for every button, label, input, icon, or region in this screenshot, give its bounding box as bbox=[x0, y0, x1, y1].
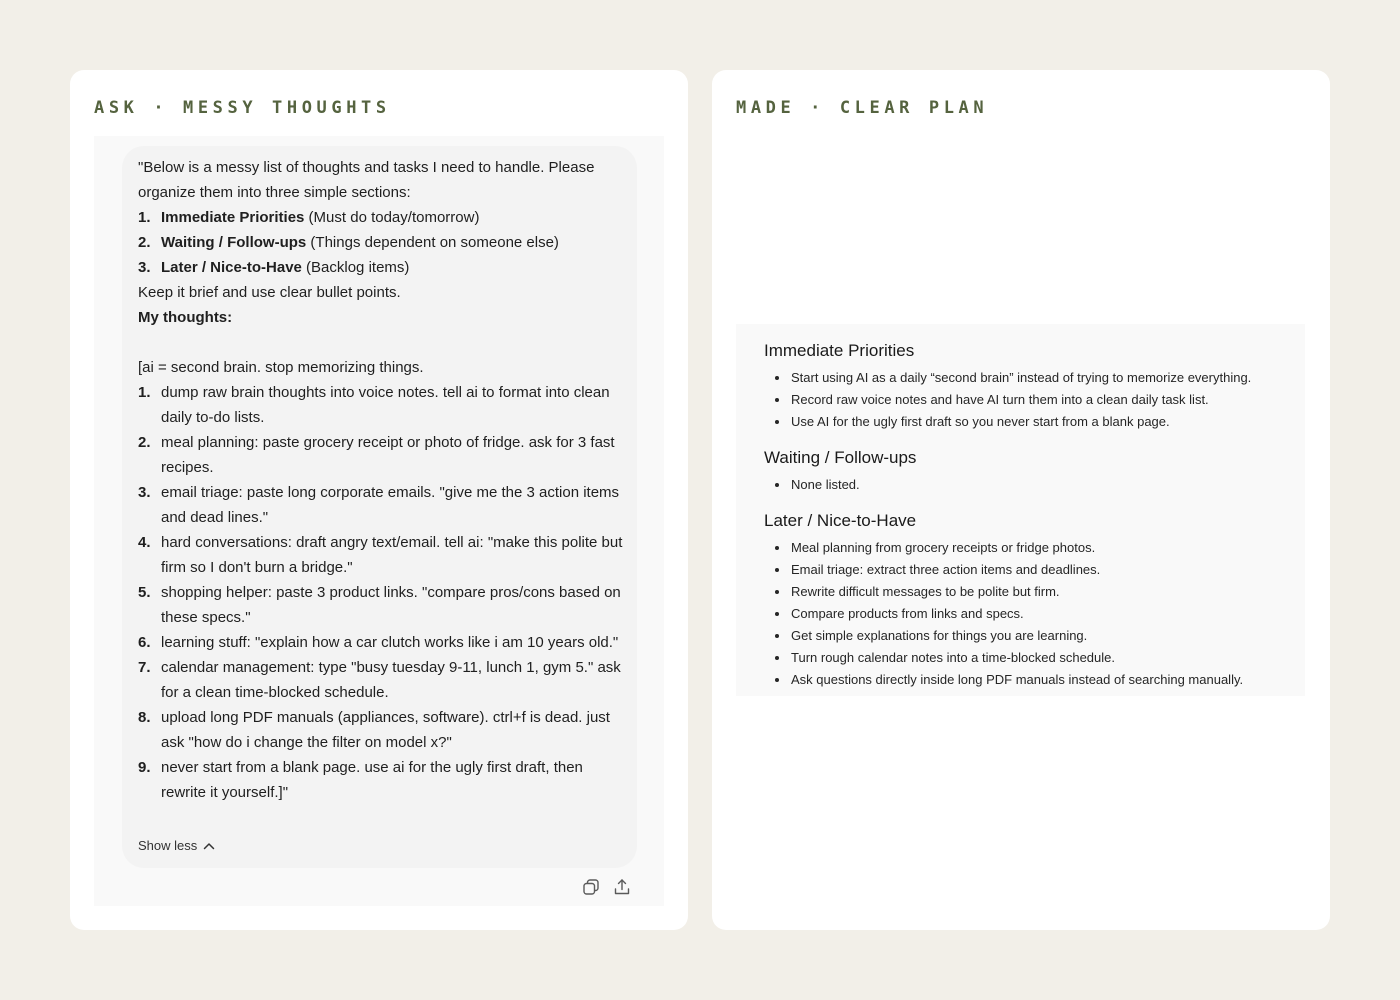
section-request-list bbox=[138, 205, 630, 280]
bullet-item: Get simple explanations for things you are learning. bbox=[764, 625, 1294, 647]
chevron-up-icon bbox=[203, 842, 215, 850]
list-item: 3. Later / Nice-to-Have (Backlog items) bbox=[138, 259, 410, 276]
bullet-item: Start using AI as a daily “second brain” instead of trying to memorize everything. bbox=[764, 367, 1294, 389]
list-item: 7. calendar management: type "busy tuesday 9-11, lunch 1, gym 5." ask for a clean time-blocked schedule. bbox=[138, 659, 621, 701]
share-icon[interactable] bbox=[613, 878, 631, 896]
bullet-item: Use AI for the ugly first draft so you never start from a blank page. bbox=[764, 411, 1294, 433]
clear-plan bbox=[764, 340, 1294, 705]
list-item: 9. never start from a blank page. use ai for the ugly first draft, then rewrite it yourself.]" bbox=[138, 759, 583, 801]
ask-heading: ASK · MESSY THOUGHTS bbox=[94, 98, 391, 118]
user-message-text bbox=[138, 155, 630, 805]
show-less-label: Show less bbox=[138, 838, 198, 853]
plan-section-later bbox=[764, 510, 1294, 691]
bullet-item: Meal planning from grocery receipts or fridge photos. bbox=[764, 537, 1294, 559]
list-item: 4. hard conversations: draft angry text/email. tell ai: "make this polite but firm so I don't burn a bridge." bbox=[138, 534, 623, 576]
bullet-list bbox=[764, 474, 1294, 496]
plan-section-waiting bbox=[764, 447, 1294, 496]
list-item: 3. email triage: paste long corporate emails. "give me the 3 action items and dead lines." bbox=[138, 484, 620, 526]
show-less-button[interactable] bbox=[138, 838, 215, 853]
list-item: 8. upload long PDF manuals (appliances, software). ctrl+f is dead. just ask "how do i change the filter on model x?" bbox=[138, 709, 610, 751]
copy-icon[interactable] bbox=[582, 878, 600, 896]
my-thoughts-label: My thoughts: bbox=[138, 309, 233, 326]
list-item: 1. dump raw brain thoughts into voice notes. tell ai to format into clean daily to-do lists. bbox=[138, 384, 610, 426]
list-item: 1. Immediate Priorities (Must do today/tomorrow) bbox=[138, 209, 480, 226]
bullet-item: Record raw voice notes and have AI turn them into a clean daily task list. bbox=[764, 389, 1294, 411]
keep-brief-text: Keep it brief and use clear bullet points. bbox=[138, 284, 401, 301]
list-item: 2. Waiting / Follow-ups (Things dependent on someone else) bbox=[138, 234, 559, 251]
bullet-item: None listed. bbox=[764, 474, 1294, 496]
section-title: Later / Nice-to-Have bbox=[764, 511, 917, 530]
list-item: 6. learning stuff: "explain how a car clutch works like i am 10 years old." bbox=[138, 634, 619, 651]
made-heading: MADE · CLEAR PLAN bbox=[736, 98, 989, 118]
bullet-list bbox=[764, 367, 1294, 433]
list-item: 5. shopping helper: paste 3 product links. "compare pros/cons based on these specs." bbox=[138, 584, 621, 626]
list-item: 2. meal planning: paste grocery receipt or photo of fridge. ask for 3 fast recipes. bbox=[138, 434, 615, 476]
plan-section-immediate bbox=[764, 340, 1294, 433]
thoughts-list bbox=[138, 380, 630, 805]
section-title: Immediate Priorities bbox=[764, 341, 915, 360]
bullet-list bbox=[764, 537, 1294, 691]
section-title: Waiting / Follow-ups bbox=[764, 448, 917, 467]
bullet-item: Email triage: extract three action items and deadlines. bbox=[764, 559, 1294, 581]
bullet-item: Compare products from links and specs. bbox=[764, 603, 1294, 625]
bullet-item: Rewrite difficult messages to be polite but firm. bbox=[764, 581, 1294, 603]
message-intro: "Below is a messy list of thoughts and tasks I need to handle. Please organize them into three simple sections: bbox=[138, 159, 595, 201]
bullet-item: Ask questions directly inside long PDF manuals instead of searching manually. bbox=[764, 669, 1294, 691]
bullet-item: Turn rough calendar notes into a time-blocked schedule. bbox=[764, 647, 1294, 669]
ai-line: [ai = second brain. stop memorizing things. bbox=[138, 359, 424, 376]
